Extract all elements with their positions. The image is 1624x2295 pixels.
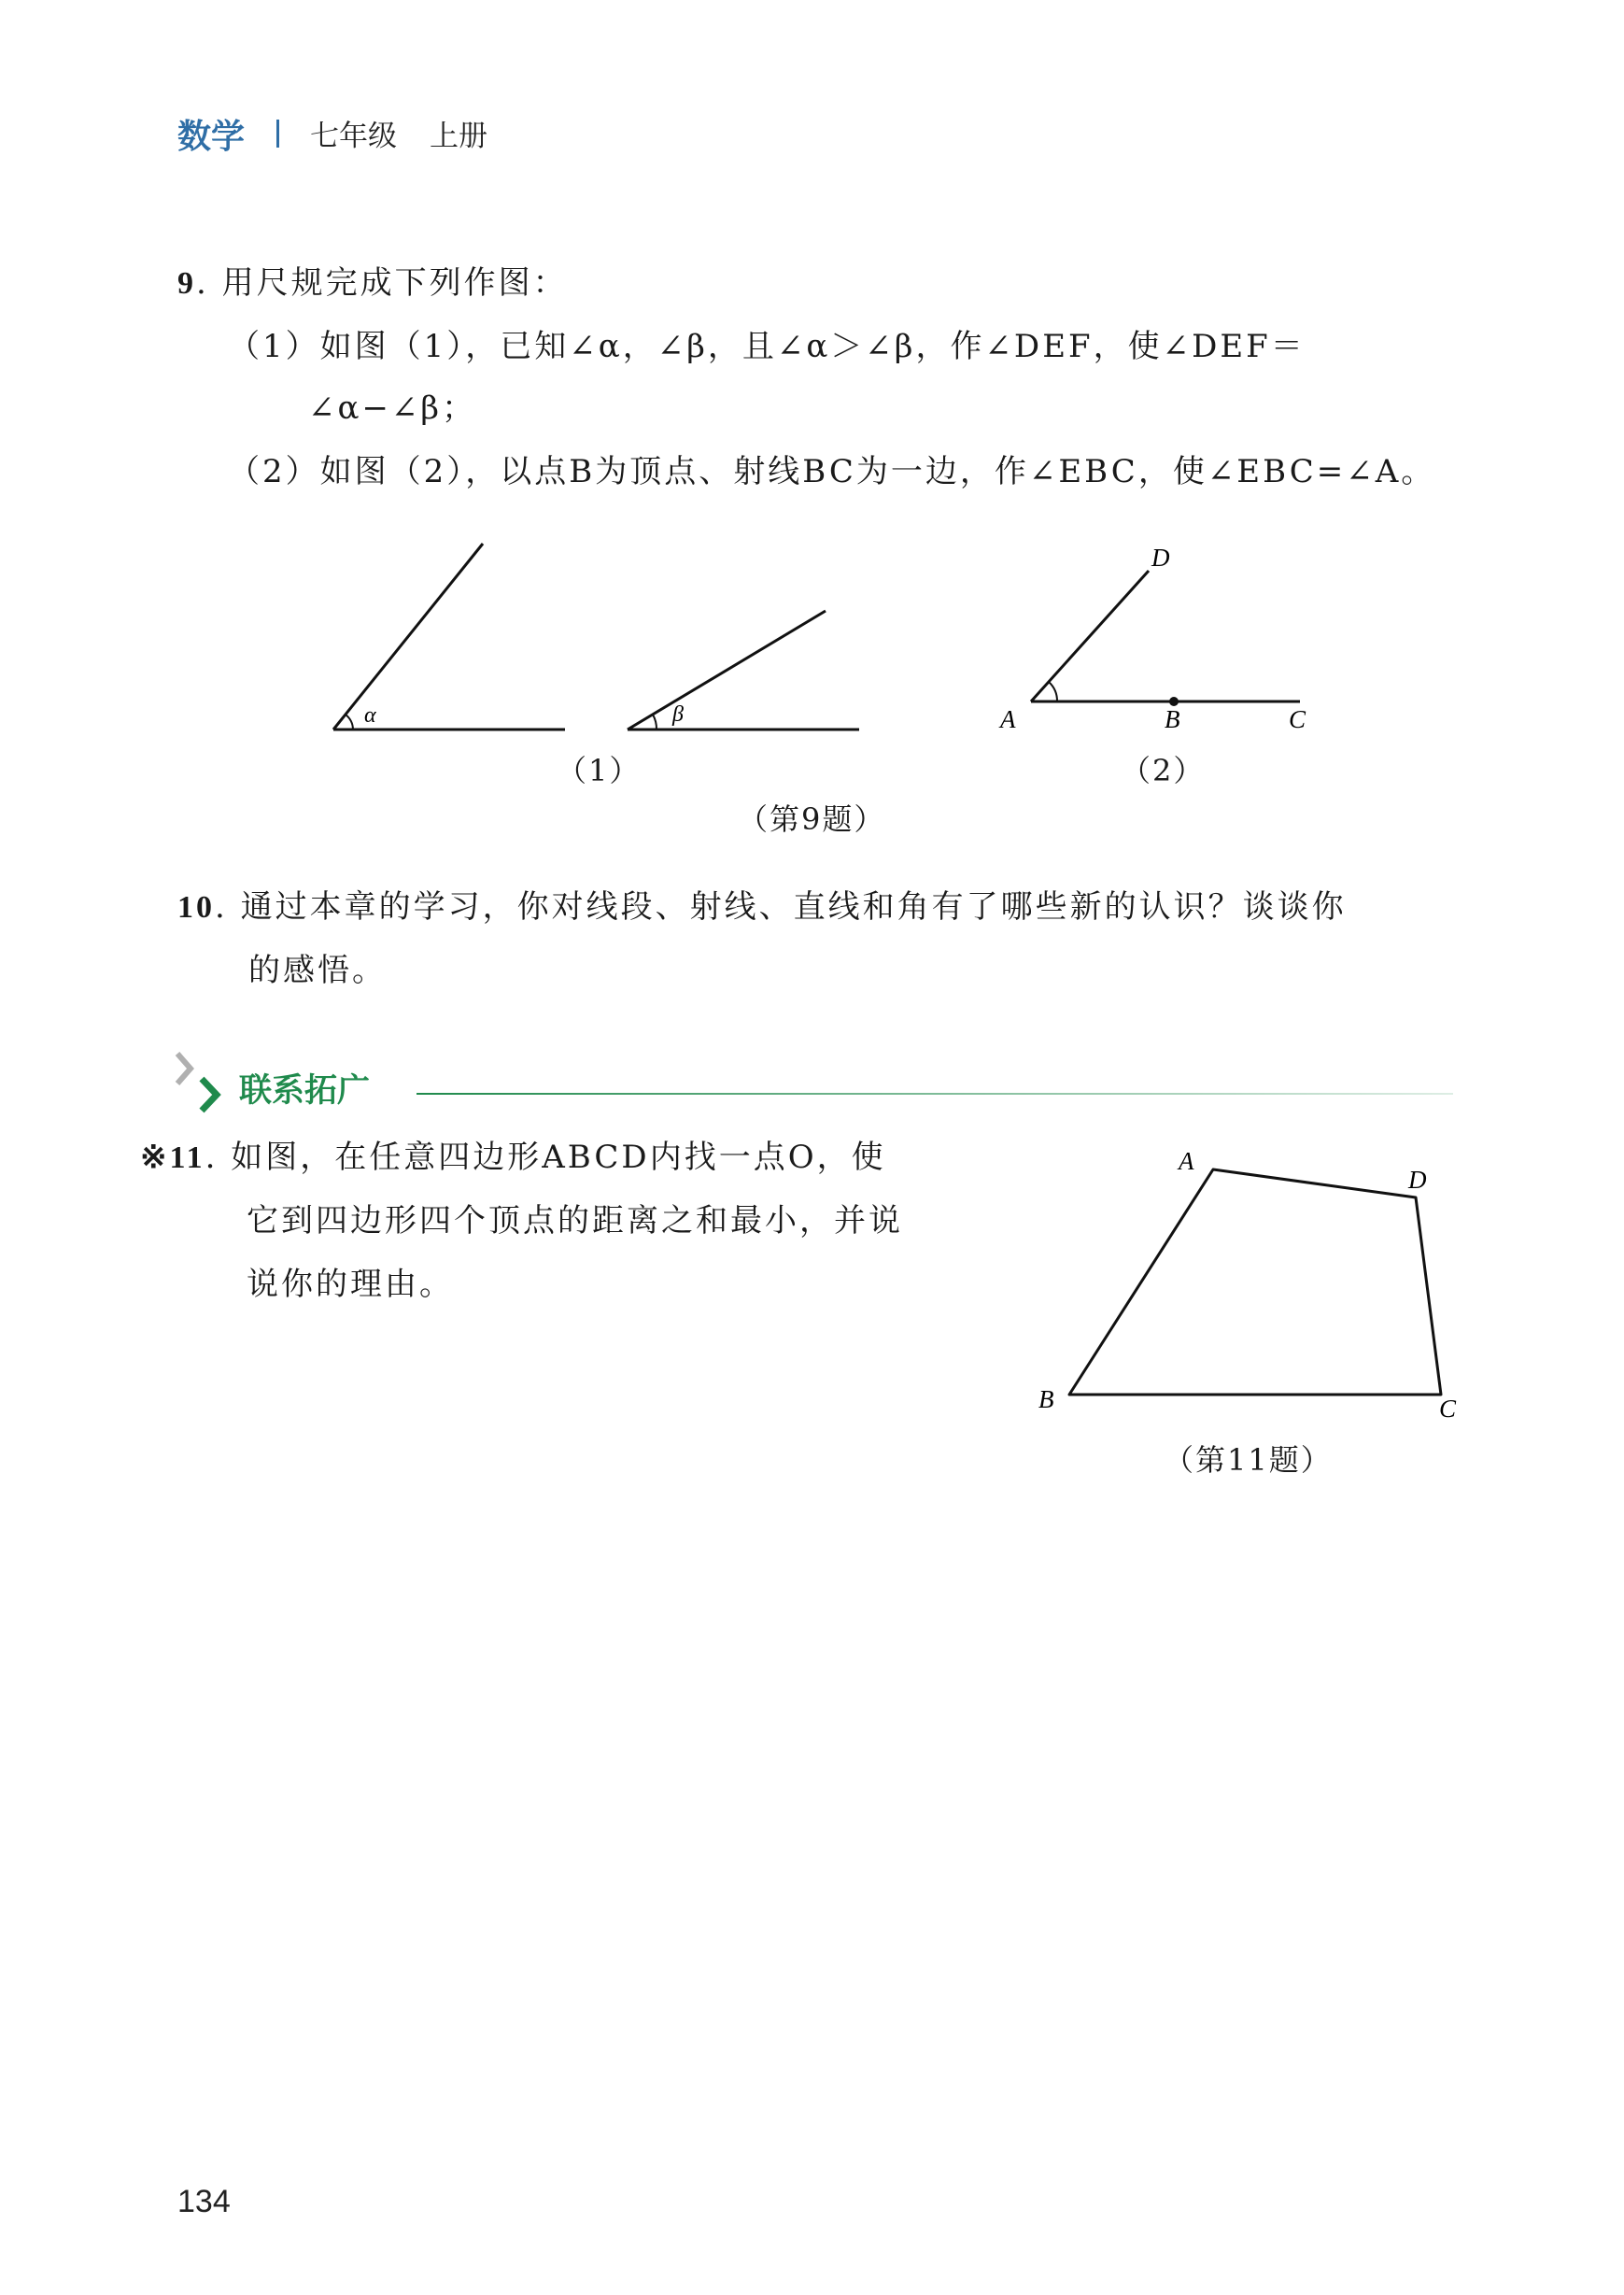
q11-figure bbox=[1038, 1147, 1457, 1423]
q9-number: 9 bbox=[177, 266, 196, 301]
q11-label-a: A bbox=[1179, 1147, 1194, 1175]
q10-line2: 的感悟。 bbox=[248, 952, 387, 989]
fig1-angle-beta bbox=[628, 611, 859, 730]
header-volume: 上册 bbox=[430, 120, 487, 153]
q11-line1: 如图，在任意四边形ABCD内找一点O，使 bbox=[231, 1139, 886, 1176]
fig2-caption: （2） bbox=[1121, 753, 1206, 788]
q11-number: ※11 bbox=[140, 1140, 205, 1175]
q9-figure-caption: （第9题） bbox=[738, 801, 886, 837]
section-title: 联系拓广 bbox=[239, 1072, 371, 1110]
fig1-beta-label: β bbox=[672, 702, 684, 727]
fig1-angle-alpha bbox=[333, 544, 565, 730]
fig2 bbox=[998, 544, 1306, 733]
page-number: 134 bbox=[177, 2184, 231, 2219]
fig1-alpha-label: α bbox=[364, 703, 376, 728]
q11-figure-caption: （第11题） bbox=[1164, 1442, 1333, 1478]
header-subject: 数学 bbox=[177, 118, 246, 156]
fig2-label-b: B bbox=[1165, 705, 1180, 733]
q10-number: 10 bbox=[177, 890, 215, 925]
fig1-caption: （1） bbox=[557, 753, 642, 788]
q11-label-b: B bbox=[1038, 1385, 1054, 1413]
fig2-label-a: A bbox=[1000, 705, 1016, 733]
q11-label-d: D bbox=[1408, 1166, 1427, 1194]
fig2-label-d: D bbox=[1151, 544, 1170, 572]
q9-stem: 用尺规完成下列作图： bbox=[221, 264, 568, 302]
q11-label-c: C bbox=[1439, 1395, 1457, 1423]
header-grade: 七年级 bbox=[310, 120, 397, 153]
q9-part2: （2）如图（2），以点B为顶点、射线BC为一边，作∠EBC，使∠EBC=∠A。 bbox=[228, 453, 1436, 490]
q10-line1: 通过本章的学习，你对线段、射线、直线和角有了哪些新的认识？谈谈你 bbox=[240, 888, 1347, 926]
q11-line1-wrap: ※11. 如图，在任意四边形ABCD内找一点O，使 bbox=[140, 1139, 886, 1176]
q9-part1-line2: ∠α−∠β； bbox=[308, 390, 477, 427]
fig2-label-c: C bbox=[1289, 705, 1306, 733]
q9-stem-line: 9. 用尺规完成下列作图： bbox=[177, 264, 568, 302]
q11-line2: 它到四边形四个顶点的距离之和最小，并说 bbox=[247, 1202, 903, 1240]
q9-part1-line1: （1）如图（1），已知∠α，∠β，且∠α＞∠β，作∠DEF，使∠DEF＝ bbox=[228, 328, 1306, 365]
q11-line3: 说你的理由。 bbox=[247, 1266, 454, 1303]
q10-line1-wrap: 10. 通过本章的学习，你对线段、射线、直线和角有了哪些新的认识？谈谈你 bbox=[177, 888, 1347, 926]
